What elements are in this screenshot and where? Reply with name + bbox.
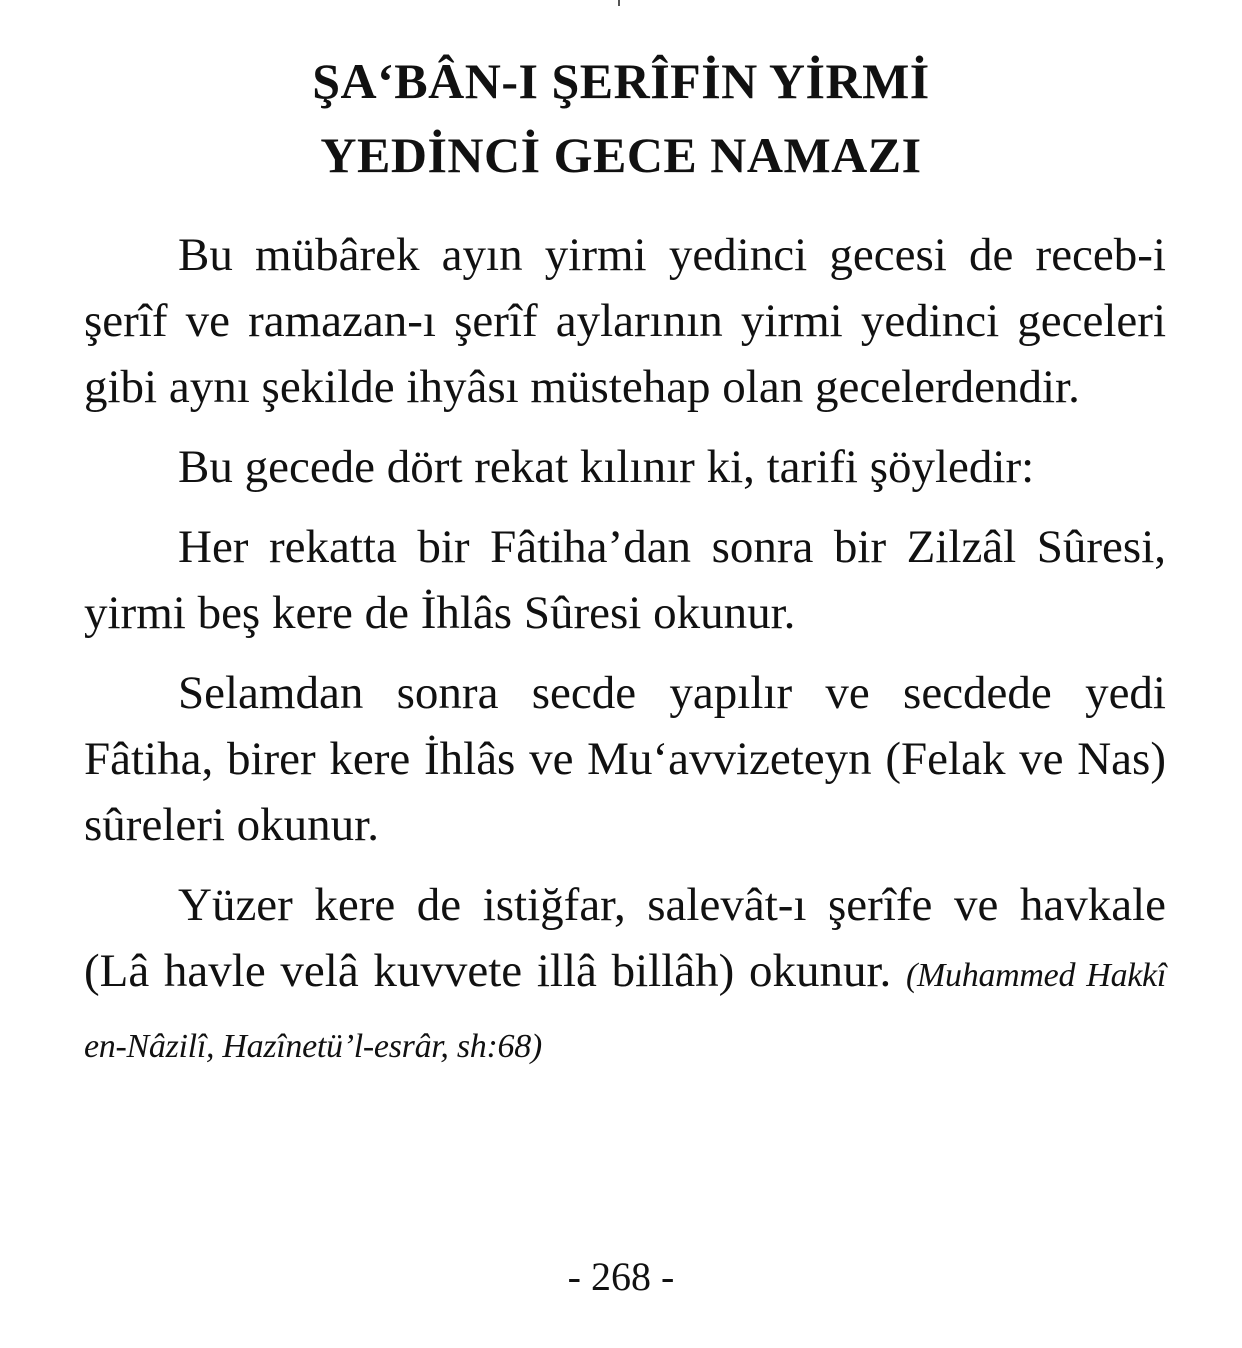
page-edge-mark <box>618 0 620 6</box>
title-line-2: YEDİNCİ GECE NAMAZI <box>320 127 922 183</box>
paragraph: Bu mübârek ayın yirmi yedinci gecesi de receb-i şerîf ve ramazan-ı şerîf aylarının yirmi yedinci geceleri gibi aynı şekilde ihyâsı müstehap olan gecelerdendir. <box>84 229 1166 413</box>
title-line-1: ŞA‘BÂN-I ŞERÎFİN YİRMİ <box>312 53 930 109</box>
paragraph: Bu gecede dört rekat kılınır ki, tarifi şöyledir: <box>178 441 1035 493</box>
page-title <box>60 44 1182 192</box>
page-number: - 268 - <box>567 1254 675 1299</box>
paragraph-with-citation <box>84 872 1166 1080</box>
paragraph-text: Yüzer kere de istiğfar, salevât-ı şerîfe ve havkale (Lâ havle velâ kuvvete illâ billâh) okunur. <box>84 879 1166 997</box>
paragraph: Selamdan sonra secde yapılır ve secdede yedi Fâtiha, birer kere İhlâs ve Mu‘avvizeteyn (Felak ve Nas) sûreleri okunur. <box>84 667 1166 851</box>
paragraph: Her rekatta bir Fâtiha’dan sonra bir Zilzâl Sûresi, yirmi beş kere de İhlâs Sûresi okunur. <box>84 521 1166 639</box>
body-text <box>84 222 1166 1080</box>
citation: (Muhammed Hakkî en-Nâzilî, Hazînetü’l-esrâr, sh:68) <box>84 957 1166 1065</box>
